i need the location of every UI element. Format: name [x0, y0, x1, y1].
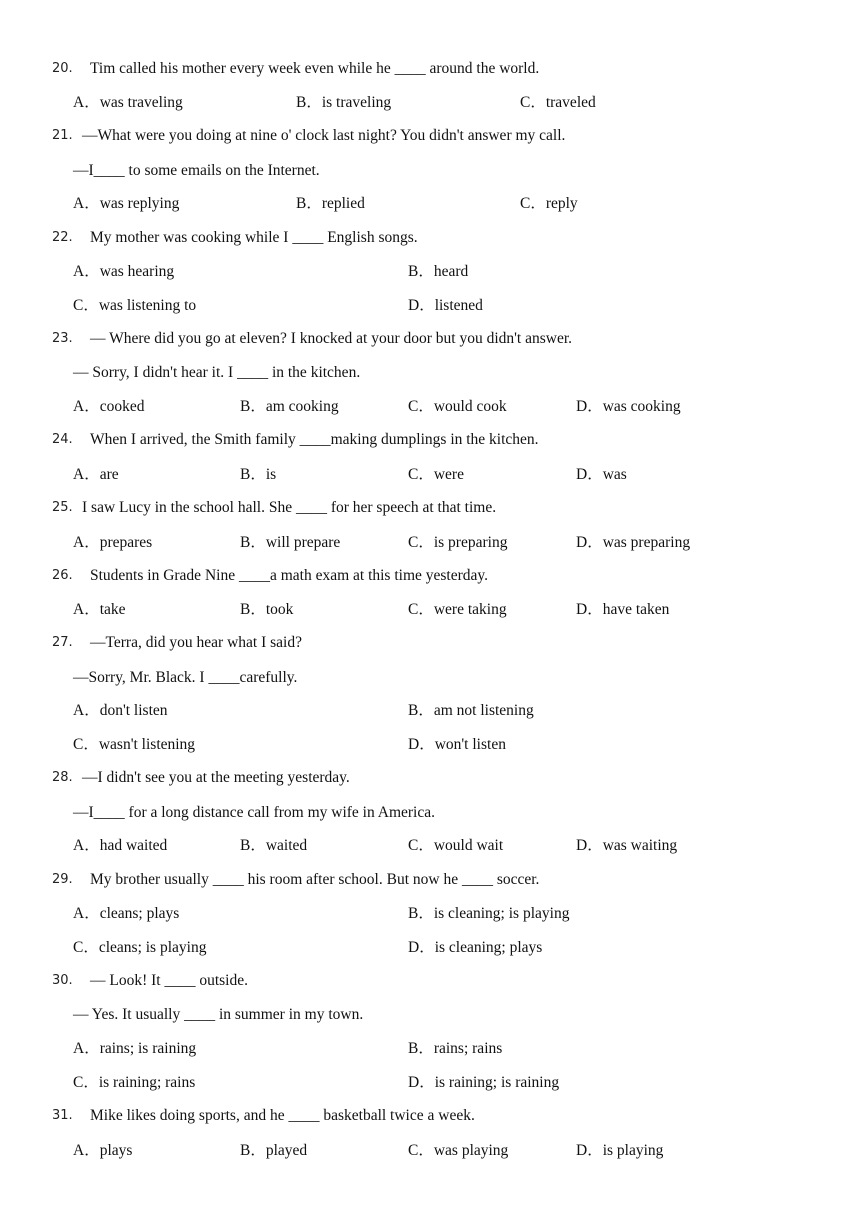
option-b[interactable]: B．am not listening [408, 702, 534, 719]
question-number: 21. [52, 128, 73, 143]
question-number: 30. [52, 973, 73, 988]
question-number: 28. [52, 770, 73, 785]
question-stem: —What were you doing at nine o' clock last night? You didn't answer my call. [82, 127, 566, 144]
option-d[interactable]: D．was cooking [576, 398, 681, 415]
option-a[interactable]: A．don't listen [73, 702, 168, 719]
option-c[interactable]: C．were taking [408, 601, 507, 618]
option-c[interactable]: C．was listening to [73, 297, 197, 314]
question-stem: Tim called his mother every week even while he ____ around the world. [90, 60, 540, 77]
question-stem-line-2: —I____ for a long distance call from my wife in America. [73, 804, 435, 821]
option-a[interactable]: A．rains; is raining [73, 1040, 197, 1057]
option-c[interactable]: C．cleans; is playing [73, 939, 207, 956]
option-a[interactable]: A．cooked [73, 398, 145, 415]
question-stem: My brother usually ____ his room after school. But now he ____ soccer. [90, 871, 540, 888]
option-b[interactable]: B．heard [408, 263, 469, 280]
option-d[interactable]: D．is cleaning; plays [408, 939, 543, 956]
question-number: 24. [52, 432, 73, 447]
option-a[interactable]: A．was traveling [73, 94, 183, 111]
question-stem: —Terra, did you hear what I said? [90, 634, 302, 651]
question-stem-line-2: — Yes. It usually ____ in summer in my town. [73, 1006, 364, 1023]
question-stem: My mother was cooking while I ____ English songs. [90, 229, 418, 246]
option-b[interactable]: B．replied [296, 195, 365, 212]
option-a[interactable]: A．cleans; plays [73, 905, 180, 922]
option-a[interactable]: A．prepares [73, 534, 153, 551]
option-a[interactable]: A．was hearing [73, 263, 175, 280]
question-stem-line-2: —Sorry, Mr. Black. I ____carefully. [73, 669, 298, 686]
question-number: 23. [52, 331, 73, 346]
option-d[interactable]: D．was waiting [576, 837, 678, 854]
option-b[interactable]: B．will prepare [240, 534, 341, 551]
option-c[interactable]: C．was playing [408, 1142, 509, 1159]
question-number: 31. [52, 1108, 73, 1123]
question-stem: Students in Grade Nine ____a math exam at this time yesterday. [90, 567, 489, 584]
question-stem: —I didn't see you at the meeting yesterday. [82, 769, 350, 786]
option-a[interactable]: A．are [73, 466, 119, 483]
option-c[interactable]: C．is preparing [408, 534, 508, 551]
question-stem-line-2: —I____ to some emails on the Internet. [73, 162, 320, 179]
option-b[interactable]: B．played [240, 1142, 308, 1159]
question-stem: — Look! It ____ outside. [90, 972, 248, 989]
option-a[interactable]: A．take [73, 601, 126, 618]
question-number: 25. [52, 500, 73, 515]
question-stem-line-2: — Sorry, I didn't hear it. I ____ in the kitchen. [73, 364, 361, 381]
option-c[interactable]: C．would cook [408, 398, 507, 415]
question-stem: — Where did you go at eleven? I knocked at your door but you didn't answer. [90, 330, 573, 347]
option-d[interactable]: D．was [576, 466, 627, 483]
option-b[interactable]: B．waited [240, 837, 308, 854]
option-a[interactable]: A．had waited [73, 837, 168, 854]
option-b[interactable]: B．is cleaning; is playing [408, 905, 570, 922]
option-c[interactable]: C．is raining; rains [73, 1074, 196, 1091]
question-number: 22. [52, 230, 73, 245]
option-d[interactable]: D．listened [408, 297, 483, 314]
option-d[interactable]: D．is raining; is raining [408, 1074, 560, 1091]
option-c[interactable]: C．traveled [520, 94, 596, 111]
option-d[interactable]: D．is playing [576, 1142, 664, 1159]
question-stem: Mike likes doing sports, and he ____ basketball twice a week. [90, 1107, 475, 1124]
option-c[interactable]: C．reply [520, 195, 578, 212]
option-c[interactable]: C．wasn't listening [73, 736, 196, 753]
option-a[interactable]: A．was replying [73, 195, 180, 212]
option-d[interactable]: D．have taken [576, 601, 670, 618]
question-stem: I saw Lucy in the school hall. She ____ for her speech at that time. [82, 499, 497, 516]
option-b[interactable]: B．am cooking [240, 398, 339, 415]
option-d[interactable]: D．won't listen [408, 736, 506, 753]
option-d[interactable]: D．was preparing [576, 534, 691, 551]
option-b[interactable]: B．took [240, 601, 294, 618]
option-c[interactable]: C．were [408, 466, 464, 483]
option-b[interactable]: B．is traveling [296, 94, 392, 111]
option-a[interactable]: A．plays [73, 1142, 133, 1159]
question-number: 29. [52, 872, 73, 887]
option-b[interactable]: B．rains; rains [408, 1040, 503, 1057]
question-number: 27. [52, 635, 73, 650]
option-c[interactable]: C．would wait [408, 837, 504, 854]
question-number: 20. [52, 61, 73, 76]
question-number: 26. [52, 568, 73, 583]
question-stem: When I arrived, the Smith family ____making dumplings in the kitchen. [90, 431, 539, 448]
option-b[interactable]: B．is [240, 466, 277, 483]
